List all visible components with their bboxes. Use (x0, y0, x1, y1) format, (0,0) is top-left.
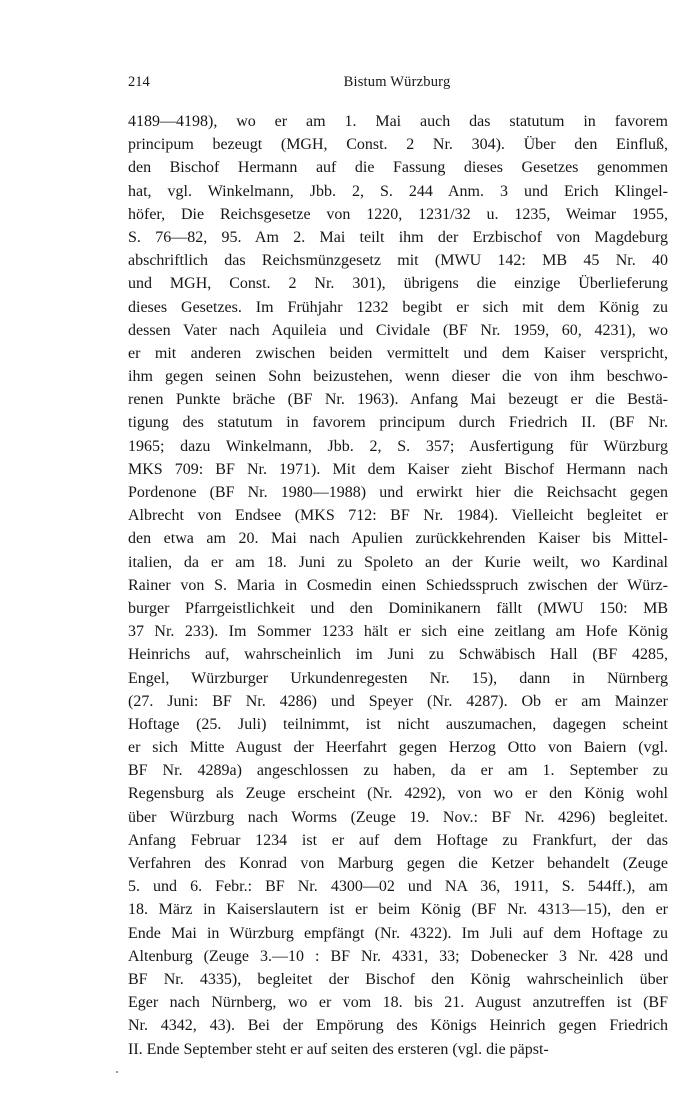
text-line: Regensburg als Zeuge erscheint (Nr. 4292), von wo er den König wohl (128, 785, 668, 803)
text-line: höfer, Die Reichsgesetze von 1220, 1231/32 u. 1235, Weimar 1955, (128, 205, 668, 223)
text-line: burger Pfarrgeistlichkeit und den Dominikanern fällt (MWU 150: MB (128, 599, 668, 617)
text-line: Heinrichs auf, wahrscheinlich im Juni zu Schwäbisch Hall (BF 4285, (128, 646, 668, 664)
text-line: Nr. 4342, 43). Bei der Empörung des Königs Heinrich gegen Friedrich (128, 1017, 668, 1035)
margin-mark (116, 1071, 118, 1073)
text-line: Pordenone (BF Nr. 1980—1988) und erwirkt hier die Reichsacht gegen (128, 484, 668, 501)
text-line: über Würzburg nach Worms (Zeuge 19. Nov.: BF Nr. 4296) begleitet. (128, 808, 668, 826)
text-line: hat, vgl. Winkelmann, Jbb. 2, S. 244 Anm. 3 und Erich Klingel- (128, 182, 668, 200)
body-text (128, 110, 668, 1061)
text-line: Engel, Würzburger Urkundenregesten Nr. 15), dann in Nürnberg (128, 669, 668, 687)
text-line: II. Ende September steht er auf seiten des ersteren (vgl. die päpst- (128, 1040, 549, 1058)
page-number: 214 (128, 74, 150, 90)
text-line: Altenburg (Zeuge 3.—10 : BF Nr. 4331, 33; Dobenecker 3 Nr. 428 und (128, 947, 668, 965)
text-line: 37 Nr. 233). Im Sommer 1233 hält er sich eine zeitlang am Hofe König (128, 623, 668, 641)
text-line: Ende Mai in Würzburg empfängt (Nr. 4322). Im Juli auf dem Hoftage zu (128, 924, 668, 942)
text-line: den Bischof Hermann auf die Fassung dieses Gesetzes genommen (128, 159, 668, 177)
text-line: Albrecht von Endsee (MKS 712: BF Nr. 1984). Vielleicht begleitet er (128, 507, 668, 525)
text-line: Eger nach Nürnberg, wo er vom 18. bis 21. August anzutreffen ist (BF (128, 994, 668, 1012)
text-line: BF Nr. 4335), begleitet der Bischof den König wahrscheinlich über (128, 970, 668, 988)
text-line: Anfang Februar 1234 ist er auf dem Hoftage zu Frankfurt, der das (128, 831, 668, 849)
text-line: MKS 709: BF Nr. 1971). Mit dem Kaiser zieht Bischof Hermann nach (128, 460, 668, 478)
text-line: dieses Gesetzes. Im Frühjahr 1232 begibt er sich mit dem König zu (128, 298, 668, 316)
text-line: abschriftlich das Reichsmünzgesetz mit (MWU 142: MB 45 Nr. 40 (128, 252, 668, 270)
text-line: Rainer von S. Maria in Cosmedin einen Schiedsspruch zwischen der Würz- (128, 576, 668, 594)
text-line: S. 76—82, 95. Am 2. Mai teilt ihm der Erzbischof von Magdeburg (128, 228, 668, 246)
text-line: renen Punkte bräche (BF Nr. 1963). Anfang Mai bezeugt er die Bestä- (128, 391, 668, 409)
text-line: 18. März in Kaiserslautern ist er beim König (BF Nr. 4313—15), den er (128, 901, 668, 919)
text-line: 4189—4198), wo er am 1. Mai auch das statutum in favorem (128, 113, 668, 130)
text-line: italien, da er am 18. Juni zu Spoleto an der Kurie weilt, wo Kardinal (128, 553, 668, 571)
text-line: ihm gegen seinen Sohn beizustehen, wenn dieser die von ihm beschwo- (128, 368, 668, 386)
text-line: (27. Juni: BF Nr. 4286) und Speyer (Nr. 4287). Ob er am Mainzer (128, 692, 668, 710)
text-line: principum bezeugt (MGH, Const. 2 Nr. 304). Über den Einfluß, (128, 136, 668, 154)
text-line: 1965; dazu Winkelmann, Jbb. 2, S. 357; Ausfertigung für Würzburg (128, 437, 668, 455)
text-line: 5. und 6. Febr.: BF Nr. 4300—02 und NA 36, 1911, S. 544ff.), am (128, 878, 668, 896)
running-head (128, 74, 666, 96)
text-line: Verfahren des Konrad von Marburg gegen die Ketzer behandelt (Zeuge (128, 855, 668, 872)
text-line: den etwa am 20. Mai nach Apulien zurückkehrenden Kaiser bis Mittel- (128, 530, 668, 548)
text-line: er mit anderen zwischen beiden vermittelt und dem Kaiser verspricht, (128, 344, 668, 362)
text-line: tigung des statutum in favorem principum durch Friedrich II. (BF Nr. (128, 414, 668, 432)
running-title: Bistum Würzburg (343, 74, 451, 90)
text-line: BF Nr. 4289a) angeschlossen zu haben, da er am 1. September zu (128, 762, 668, 780)
text-line: dessen Vater nach Aquileia und Cividale (BF Nr. 1959, 60, 4231), wo (128, 321, 668, 339)
text-line: Hoftage (25. Juli) teilnimmt, ist nicht auszumachen, dagegen scheint (128, 715, 668, 733)
text-line: und MGH, Const. 2 Nr. 301), übrigens die einzige Überlieferung (128, 275, 668, 293)
text-line: er sich Mitte August der Heerfahrt gegen Herzog Otto von Baiern (vgl. (128, 739, 668, 757)
